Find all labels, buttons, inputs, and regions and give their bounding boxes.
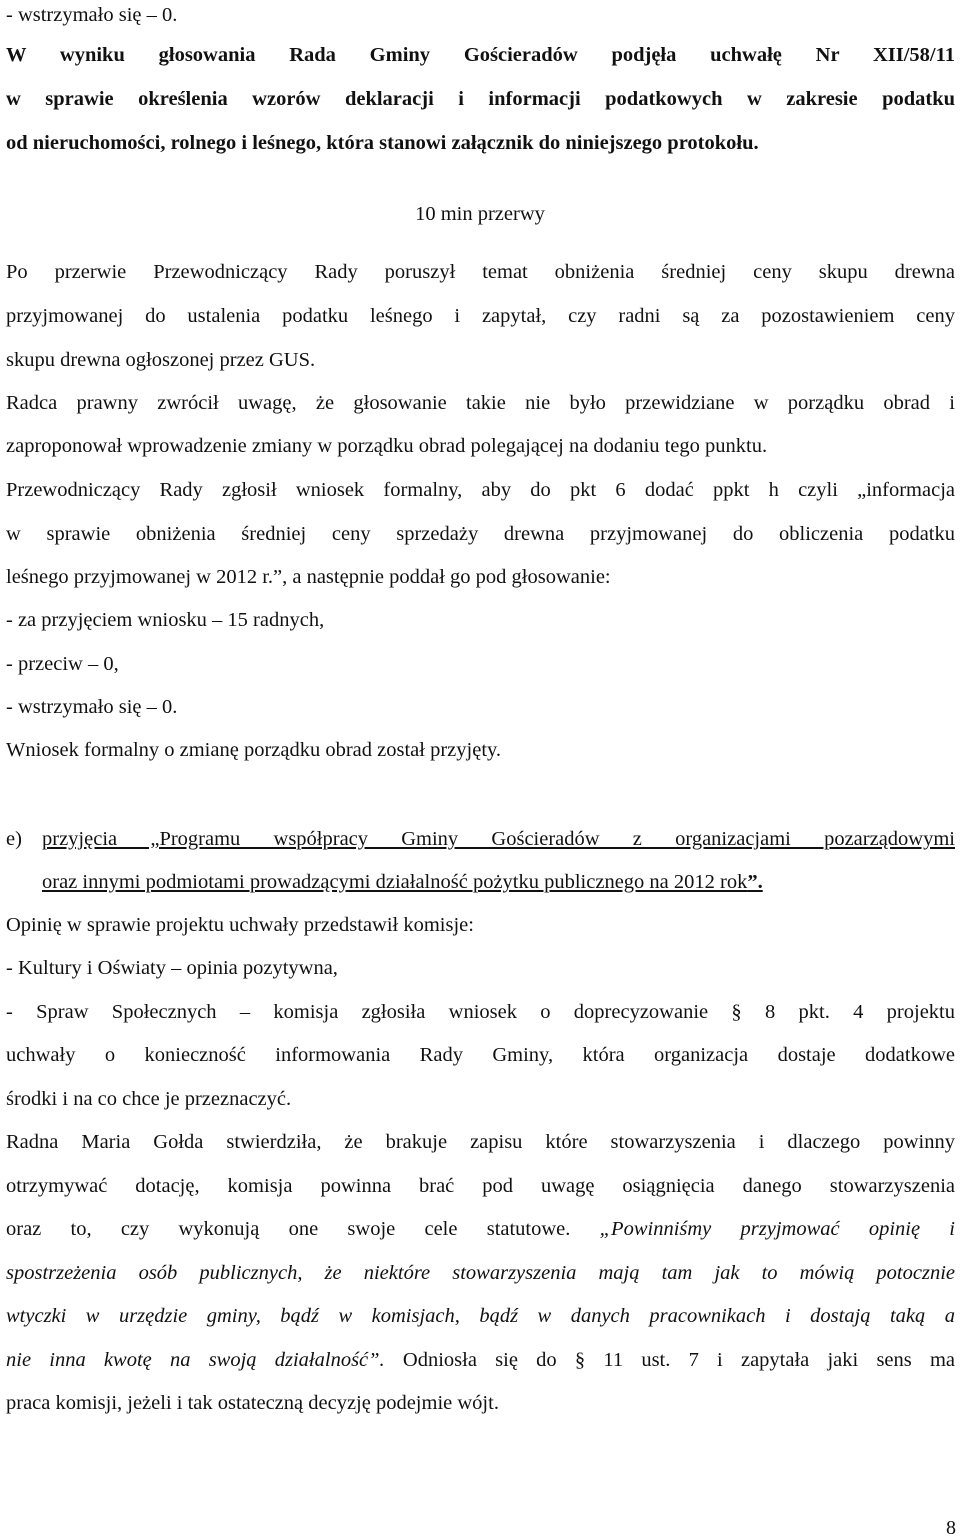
plain-text: Odniosła się do § 11 ust. 7 i zapytała jaki sens ma	[402, 1349, 956, 1371]
paragraph-line: Przewodniczący Rady zgłosił wniosek formalny, aby do pkt 6 dodać ppkt h czyli „informacja	[6, 479, 955, 501]
item-e-heading-line-2	[42, 872, 955, 893]
resolution-line-1: W wyniku głosowania Rada Gminy Gościeradów podjęła uchwałę Nr XII/58/11	[6, 44, 955, 66]
vote-abstain-line: - wstrzymało się – 0.	[6, 4, 178, 26]
paragraph-line: Radca prawny zwrócił uwagę, że głosowanie takie nie było przewidziane w porządku obrad i	[6, 392, 955, 414]
break-note: 10 min przerwy	[415, 203, 545, 225]
paragraph-line: Opinię w sprawie projektu uchwały przedstawił komisje:	[6, 914, 474, 936]
item-marker: e)	[6, 828, 22, 850]
paragraph-line: środki i na co chce je przeznaczyć.	[6, 1088, 292, 1110]
quote-line: wtyczki w urzędzie gminy, bądź w komisjach, bądź w danych pracownikach i dostają taką a	[6, 1305, 955, 1327]
paragraph-line: skupu drewna ogłoszonej przez GUS.	[6, 349, 316, 371]
vote-against-line: - przeciw – 0,	[6, 653, 119, 675]
resolution-line-2: w sprawie określenia wzorów deklaracji i informacji podatkowych w zakresie podatku	[6, 88, 955, 110]
paragraph-line: przyjmowanej do ustalenia podatku leśnego i zapytał, czy radni są za pozostawieniem ceny	[6, 305, 955, 327]
paragraph-line	[6, 1219, 955, 1240]
plain-text: oraz to, czy wykonują one swoje cele statutowe.	[6, 1218, 571, 1240]
paragraph-line: Po przerwie Przewodniczący Rady poruszył temat obniżenia średniej ceny skupu drewna	[6, 261, 955, 283]
vote-abstain-line: - wstrzymało się – 0.	[6, 696, 178, 718]
paragraph-line: w sprawie obniżenia średniej ceny sprzedaży drewna przyjmowanej do obliczenia podatku	[6, 523, 955, 545]
paragraph-line: uchwały o konieczność informowania Rady Gminy, która organizacja dostaje dodatkowe	[6, 1044, 955, 1066]
vote-for-line: - za przyjęciem wniosku – 15 radnych,	[6, 609, 325, 631]
quote-line: spostrzeżenia osób publicznych, że niektóre stowarzyszenia mają tam jak to mówią potocznie	[6, 1262, 955, 1284]
paragraph-line: praca komisji, jeżeli i tak ostateczną decyzję podejmie wójt.	[6, 1392, 499, 1414]
quote-text: „Powinniśmy przyjmować opinię i	[599, 1218, 955, 1240]
opinion-line: - Kultury i Oświaty – opinia pozytywna,	[6, 957, 338, 979]
paragraph-line	[6, 1350, 955, 1371]
item-e-heading-line-1: przyjęcia „Programu współpracy Gminy Gościeradów z organizacjami pozarządowymi	[42, 828, 955, 850]
paragraph-line: Radna Maria Gołda stwierdziła, że brakuje zapisu które stowarzyszenia i dlaczego powinny	[6, 1131, 955, 1153]
paragraph-line: zaproponował wprowadzenie zmiany w porządku obrad polegającej na dodaniu tego punktu.	[6, 435, 768, 457]
item-e-heading-end: ”.	[747, 871, 763, 893]
opinion-line: - Spraw Społecznych – komisja zgłosiła wniosek o doprecyzowanie § 8 pkt. 4 projektu	[6, 1001, 955, 1023]
resolution-line-3: od nieruchomości, rolnego i leśnego, która stanowi załącznik do niniejszego protokołu.	[6, 132, 759, 154]
motion-result-line: Wniosek formalny o zmianę porządku obrad został przyjęty.	[6, 739, 502, 761]
paragraph-line: otrzymywać dotację, komisja powinna brać pod uwagę osiągnięcia danego stowarzyszenia	[6, 1175, 955, 1197]
item-e-heading-text: oraz innymi podmiotami prowadzącymi działalność pożytku publicznego na 2012 rok	[42, 871, 748, 893]
page-number: 8	[946, 1517, 956, 1539]
paragraph-line: leśnego przyjmowanej w 2012 r.”, a następnie poddał go pod głosowanie:	[6, 566, 611, 588]
quote-text: nie inna kwotę na swoją działalność”.	[6, 1349, 385, 1371]
